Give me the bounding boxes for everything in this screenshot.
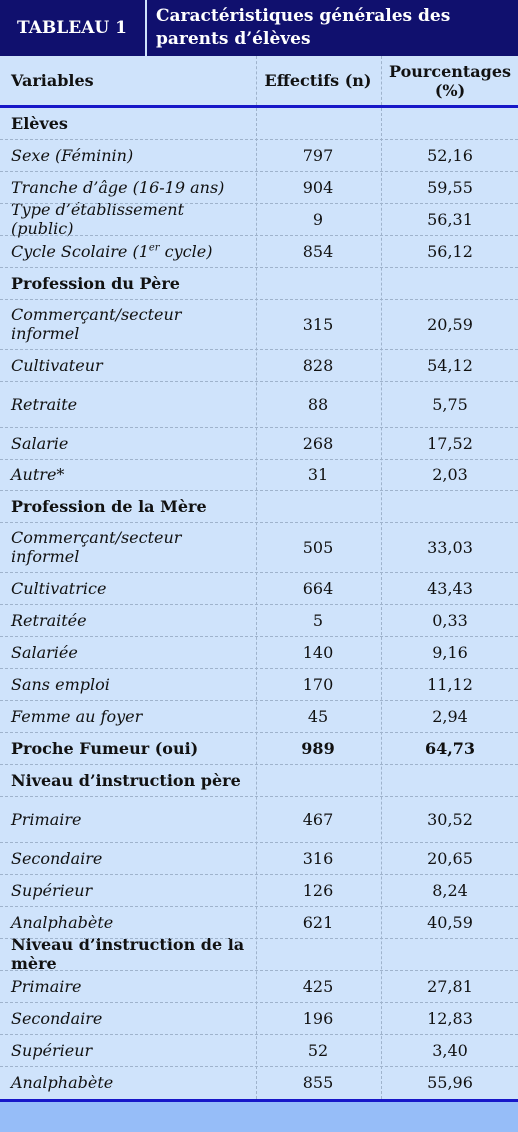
row-divider — [0, 171, 518, 172]
row-pourcentage: 17,52 — [427, 433, 473, 453]
row-label: Sans emploi — [11, 674, 110, 694]
row-effectif: 664 — [302, 578, 334, 598]
section-row — [0, 732, 518, 764]
row-divider — [0, 381, 518, 382]
row-effectif: 140 — [302, 642, 334, 662]
row-pourcentage: 2,94 — [432, 706, 468, 726]
row-divider — [0, 235, 518, 236]
header-variables: Variables — [11, 71, 94, 90]
row-pourcentage: 5,75 — [432, 394, 468, 414]
row-pourcentage: 59,55 — [427, 177, 473, 197]
row-pourcentage: 56,12 — [427, 241, 473, 261]
row-label: Profession du Père — [11, 273, 180, 293]
row-label: Retraitée — [11, 610, 87, 630]
row-divider — [0, 139, 518, 140]
row-pourcentage — [382, 938, 518, 970]
row-pourcentage: 27,81 — [427, 976, 473, 996]
row-label: Supérieur — [11, 880, 93, 900]
row-label-part: Cycle Scolaire (1 — [11, 241, 149, 261]
row-divider — [0, 636, 518, 637]
row-divider — [0, 668, 518, 669]
section-row — [0, 108, 518, 139]
row-label: Commerçant/secteur informel — [11, 528, 182, 566]
row-divider — [0, 1002, 518, 1003]
table-row — [0, 796, 518, 842]
row-pourcentage: 55,96 — [427, 1073, 473, 1092]
row-label: Retraite — [11, 394, 78, 414]
table-row — [0, 842, 518, 874]
row-pourcentage: 52,16 — [427, 145, 473, 165]
row-label: Commerçant/secteur informel — [11, 305, 182, 343]
row-divider — [0, 842, 518, 843]
row-pourcentage: 2,03 — [432, 465, 468, 484]
table-row — [0, 171, 518, 203]
column-divider — [256, 56, 257, 105]
row-divider — [0, 906, 518, 907]
table-footer-band — [0, 1102, 518, 1132]
row-pourcentage: 9,16 — [432, 642, 468, 662]
row-label: Proche Fumeur (oui) — [11, 738, 199, 758]
row-label: Analphabète — [11, 912, 114, 932]
row-effectif — [256, 108, 380, 139]
table-row — [0, 906, 518, 938]
table-row — [0, 522, 518, 572]
row-pourcentage: 0,33 — [432, 610, 468, 630]
row-pourcentage: 11,12 — [427, 674, 473, 694]
row-divider — [0, 796, 518, 797]
row-label: Tranche d’âge (16-19 ans) — [11, 177, 225, 197]
row-effectif: 45 — [307, 706, 329, 726]
row-label: Niveau d’instruction de la mère — [11, 935, 245, 973]
row-label: Primaire — [11, 976, 82, 996]
table-row — [0, 381, 518, 427]
row-label — [11, 235, 251, 267]
table-row — [0, 459, 518, 490]
table-number-label: TABLEAU 1 — [17, 18, 127, 38]
row-divider — [0, 572, 518, 573]
row-label: Salarie — [11, 433, 69, 453]
row-label: Profession de la Mère — [11, 496, 207, 516]
row-effectif: 904 — [302, 177, 334, 197]
row-pourcentage — [382, 267, 518, 299]
row-effectif — [256, 764, 380, 796]
table-row — [0, 874, 518, 906]
row-effectif — [256, 490, 380, 522]
row-pourcentage: 40,59 — [427, 912, 473, 932]
section-row — [0, 267, 518, 299]
table-row — [0, 636, 518, 668]
row-effectif — [256, 267, 380, 299]
row-pourcentage: 56,31 — [427, 209, 473, 229]
column-divider — [381, 56, 382, 105]
row-label: Type d’établissement (public) — [11, 200, 185, 238]
row-pourcentage: 3,40 — [432, 1040, 468, 1060]
row-pourcentage: 54,12 — [427, 355, 473, 375]
table-header-row — [0, 56, 518, 105]
row-pourcentage: 64,73 — [424, 738, 476, 758]
row-divider — [0, 874, 518, 875]
row-pourcentage: 20,65 — [427, 848, 473, 868]
row-divider — [0, 349, 518, 350]
row-divider — [0, 459, 518, 460]
row-divider — [0, 522, 518, 523]
header-pourcentages: Pourcentages (%) — [388, 61, 512, 100]
table-row — [0, 668, 518, 700]
row-label: Femme au foyer — [11, 706, 143, 726]
table-row — [0, 1066, 518, 1099]
row-label: Analphabète — [11, 1073, 114, 1092]
section-row — [0, 935, 518, 973]
row-label: Niveau d’instruction père — [11, 770, 241, 790]
row-divider — [0, 764, 518, 765]
row-effectif: 9 — [312, 209, 324, 229]
table-row — [0, 700, 518, 732]
row-label: Supérieur — [11, 1040, 93, 1060]
row-label: Primaire — [11, 809, 82, 829]
row-divider — [0, 1034, 518, 1035]
section-row — [0, 490, 518, 522]
row-effectif: 855 — [302, 1073, 334, 1092]
table-row — [0, 235, 518, 267]
row-effectif: 170 — [302, 674, 334, 694]
table-row — [0, 200, 518, 238]
row-divider — [0, 732, 518, 733]
row-pourcentage — [382, 490, 518, 522]
table-title-bar — [0, 0, 518, 56]
row-divider — [0, 427, 518, 428]
row-effectif: 425 — [302, 976, 334, 996]
row-effectif: 88 — [307, 394, 329, 414]
row-effectif: 467 — [302, 809, 334, 829]
table-row — [0, 349, 518, 381]
table-row — [0, 139, 518, 171]
row-pourcentage — [382, 764, 518, 796]
row-effectif: 989 — [301, 738, 335, 758]
row-pourcentage: 12,83 — [427, 1008, 473, 1028]
row-effectif: 854 — [302, 241, 334, 261]
row-label: Cultivatrice — [11, 578, 107, 598]
table-row — [0, 1002, 518, 1034]
row-label-part: cycle) — [159, 241, 213, 261]
row-effectif: 5 — [312, 610, 324, 630]
row-divider — [0, 490, 518, 491]
row-effectif: 126 — [302, 880, 334, 900]
row-pourcentage — [382, 108, 518, 139]
row-divider — [0, 1066, 518, 1067]
row-divider — [0, 203, 518, 204]
row-effectif: 797 — [302, 145, 334, 165]
table-row — [0, 1034, 518, 1066]
row-label: Salariée — [11, 642, 78, 662]
section-row — [0, 764, 518, 796]
row-label: Elèves — [11, 114, 68, 133]
column-divider — [256, 108, 257, 1099]
row-divider — [0, 299, 518, 300]
row-divider — [0, 970, 518, 971]
row-divider — [0, 938, 518, 939]
row-effectif: 621 — [302, 912, 334, 932]
row-pourcentage: 33,03 — [427, 537, 473, 557]
row-pourcentage: 8,24 — [432, 880, 468, 900]
row-label: Cultivateur — [11, 355, 103, 375]
table-row — [0, 299, 518, 349]
row-label: Sexe (Féminin) — [11, 145, 134, 165]
row-pourcentage: 43,43 — [427, 578, 473, 598]
row-effectif: 316 — [302, 848, 334, 868]
row-divider — [0, 604, 518, 605]
row-divider — [0, 267, 518, 268]
table-title: Caractéristiques générales des parents d’élèves — [156, 6, 451, 49]
row-effectif: 52 — [307, 1040, 329, 1060]
row-label-superscript: er — [148, 242, 160, 254]
row-label: Autre* — [11, 465, 65, 484]
row-effectif: 505 — [302, 537, 334, 557]
row-pourcentage: 20,59 — [427, 314, 473, 334]
row-label: Secondaire — [11, 848, 103, 868]
row-effectif: 828 — [302, 355, 334, 375]
title-separator — [145, 0, 147, 56]
row-label: Secondaire — [11, 1008, 103, 1028]
table-row — [0, 427, 518, 459]
row-effectif: 268 — [302, 433, 334, 453]
row-pourcentage: 30,52 — [427, 809, 473, 829]
row-effectif — [256, 938, 380, 970]
row-effectif: 31 — [307, 465, 329, 484]
header-effectifs: Effectifs (n) — [264, 71, 372, 90]
row-effectif: 196 — [302, 1008, 334, 1028]
table-row — [0, 604, 518, 636]
table-row — [0, 970, 518, 1002]
table-row — [0, 572, 518, 604]
row-divider — [0, 700, 518, 701]
row-effectif: 315 — [302, 314, 334, 334]
column-divider — [381, 108, 382, 1099]
